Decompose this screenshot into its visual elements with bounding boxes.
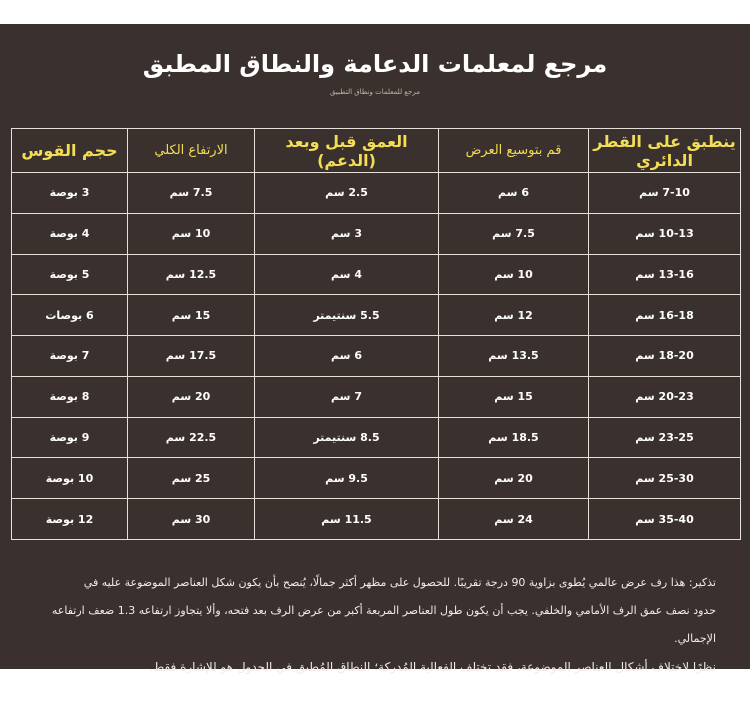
cell-depth: 11.5 سم <box>255 499 439 540</box>
cell-diameter: 13-16 سم <box>589 254 741 295</box>
cell-diameter: 7-10 سم <box>589 173 741 214</box>
cell-height: 15 سم <box>128 295 255 336</box>
cell-width: 15 سم <box>439 376 589 417</box>
table-header-row <box>12 129 741 173</box>
header-height: الارتفاع الكلي <box>128 129 255 173</box>
table-body <box>12 173 741 540</box>
cell-depth: 8.5 سنتيمتر <box>255 417 439 458</box>
cell-width: 7.5 سم <box>439 213 589 254</box>
cell-diameter: 16-18 سم <box>589 295 741 336</box>
header-width: قم بتوسيع العرض <box>439 129 589 173</box>
cell-height: 10 سم <box>128 213 255 254</box>
table-row <box>12 376 741 417</box>
cell-diameter: 10-13 سم <box>589 213 741 254</box>
cell-height: 7.5 سم <box>128 173 255 214</box>
table-row <box>12 213 741 254</box>
cell-height: 12.5 سم <box>128 254 255 295</box>
header-depth: العمق قبل وبعد (الدعم) <box>255 129 439 173</box>
cell-height: 25 سم <box>128 458 255 499</box>
cell-diameter: 25-30 سم <box>589 458 741 499</box>
cell-arch: 7 بوصة <box>12 336 128 377</box>
cell-depth: 4 سم <box>255 254 439 295</box>
page-title: مرجع لمعلمات الدعامة والنطاق المطبق <box>142 50 608 78</box>
cell-arch: 3 بوصة <box>12 173 128 214</box>
cell-height: 17.5 سم <box>128 336 255 377</box>
cell-height: 22.5 سم <box>128 417 255 458</box>
parameters-table <box>11 128 741 540</box>
cell-width: 20 سم <box>439 458 589 499</box>
cell-arch: 4 بوصة <box>12 213 128 254</box>
cell-height: 30 سم <box>128 499 255 540</box>
cell-arch: 8 بوصة <box>12 376 128 417</box>
cell-arch: 6 بوصات <box>12 295 128 336</box>
cell-depth: 9.5 سم <box>255 458 439 499</box>
page-subtitle: مرجع للمعلمات ونطاق التطبيق <box>330 88 420 96</box>
table-row <box>12 336 741 377</box>
table-row <box>12 254 741 295</box>
cell-depth: 3 سم <box>255 213 439 254</box>
cell-width: 12 سم <box>439 295 589 336</box>
cell-width: 6 سم <box>439 173 589 214</box>
cell-depth: 6 سم <box>255 336 439 377</box>
cell-arch: 10 بوصة <box>12 458 128 499</box>
header-arch: حجم القوس <box>12 129 128 173</box>
cell-arch: 12 بوصة <box>12 499 128 540</box>
table-row <box>12 295 741 336</box>
cell-depth: 5.5 سنتيمتر <box>255 295 439 336</box>
cell-arch: 5 بوصة <box>12 254 128 295</box>
reference-panel <box>0 24 750 674</box>
cell-width: 24 سم <box>439 499 589 540</box>
cell-height: 20 سم <box>128 376 255 417</box>
table-row <box>12 173 741 214</box>
table-row <box>12 499 741 540</box>
reminder-note <box>16 569 716 681</box>
note-line: نظرًا لاختلاف أشكال العناصر الموضوعة، فقد تختلف الفعالية المُدركة؛ النطاق المُطبق في الجدول هو للإشارة فقط. <box>149 660 716 674</box>
cell-arch: 9 بوصة <box>12 417 128 458</box>
table-row <box>12 417 741 458</box>
cell-diameter: 20-23 سم <box>589 376 741 417</box>
cell-depth: 7 سم <box>255 376 439 417</box>
cell-diameter: 35-40 سم <box>589 499 741 540</box>
note-line: حدود نصف عمق الرف الأمامي والخلفي. يجب أن يكون طول العناصر المربعة أكبر من عرض الرف بعد فتحه، وألا يتجاوز ارتفاعه 1.3 ضعف ارتفاعه الإجمالي. <box>51 604 716 645</box>
cell-width: 13.5 سم <box>439 336 589 377</box>
cell-diameter: 18-20 سم <box>589 336 741 377</box>
table-row <box>12 458 741 499</box>
header-diameter: ينطبق على القطر الدائري <box>589 129 741 173</box>
cell-width: 18.5 سم <box>439 417 589 458</box>
cell-diameter: 23-25 سم <box>589 417 741 458</box>
note-line: تذكير: هذا رف عرض عالمي يُطوى بزاوية 90 درجة تقريبًا. للحصول على مظهر أكثر جمالًا، يُنصح بأن يكون شكل العناصر الموضوعة عليه في <box>83 576 716 589</box>
cell-width: 10 سم <box>439 254 589 295</box>
cell-depth: 2.5 سم <box>255 173 439 214</box>
